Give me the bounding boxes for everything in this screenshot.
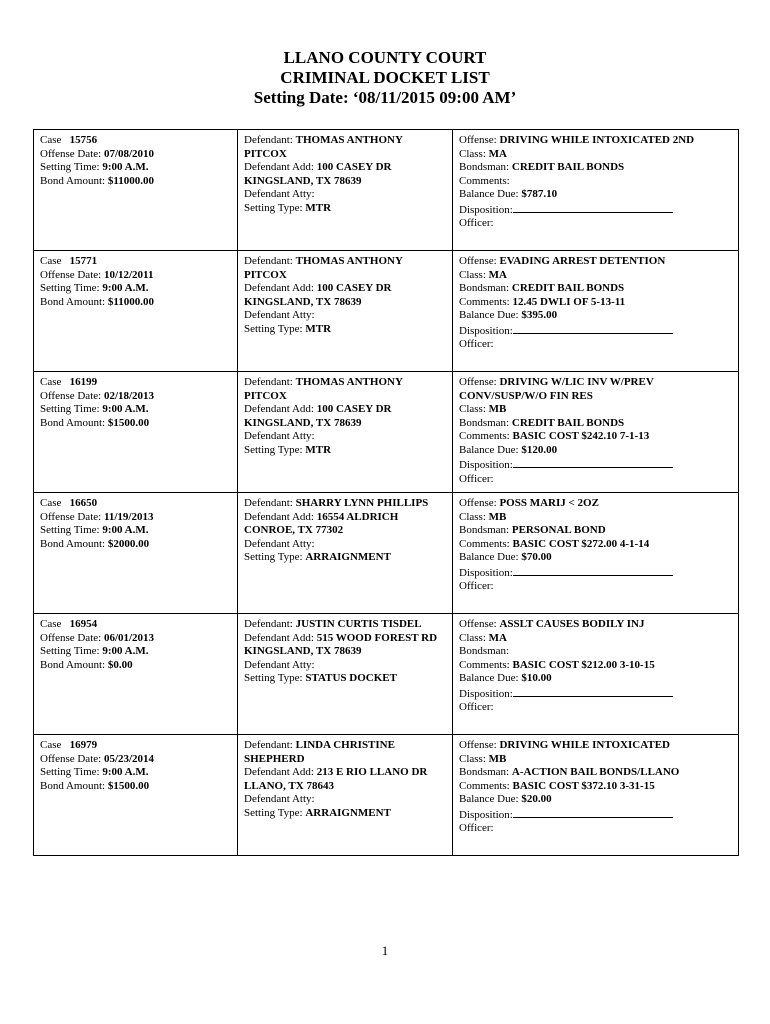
setting-type-label: Setting Type: xyxy=(244,201,303,214)
comments-label: Comments: xyxy=(459,174,510,187)
defendant-name-value: THOMAS ANTHONY PITCOX xyxy=(244,134,403,160)
setting-type-value: ARRAIGNMENT xyxy=(305,806,391,819)
offense-class-label: Class: xyxy=(459,631,486,644)
disposition-label: Disposition: xyxy=(459,459,513,471)
bondsman-label: Bondsman: xyxy=(459,524,510,536)
balance-due-label: Balance Due: xyxy=(459,443,519,456)
case-number-label: Case xyxy=(40,618,62,630)
offense xyxy=(459,134,733,148)
bondsman-value: PERSONAL BOND xyxy=(511,524,606,536)
comments-label: Comments: xyxy=(459,779,510,792)
defendant-address xyxy=(244,511,447,538)
case-number-value: 16979 xyxy=(69,739,98,751)
defendant-atty-label: Defendant Atty: xyxy=(244,188,315,200)
defendant-address xyxy=(244,403,447,430)
docket-row xyxy=(34,251,739,372)
setting-type xyxy=(244,444,447,458)
offense-class-value: MA xyxy=(488,631,507,644)
setting-type xyxy=(244,551,447,565)
case-number-label: Case xyxy=(40,255,62,267)
bond-amount-label: Bond Amount: xyxy=(40,537,106,550)
offense-date-label: Offense Date: xyxy=(40,510,102,523)
offense-date-value: 05/23/2014 xyxy=(103,752,155,765)
bondsman xyxy=(459,645,733,659)
balance-due xyxy=(459,444,733,458)
balance-due-label: Balance Due: xyxy=(459,309,519,321)
defendant-atty-label: Defendant Atty: xyxy=(244,309,315,321)
comments-label: Comments: xyxy=(459,295,510,308)
offense-class-value: MB xyxy=(488,403,507,415)
bondsman xyxy=(459,282,733,296)
bond-amount-value: $0.00 xyxy=(107,658,133,671)
bond-amount-value: $1500.00 xyxy=(107,779,150,792)
defendant-atty xyxy=(244,659,447,673)
offense-date-label: Offense Date: xyxy=(40,752,102,765)
offense-class-label: Class: xyxy=(459,403,486,415)
offense-class-value: MB xyxy=(488,752,507,765)
offense-date xyxy=(40,511,232,525)
offense-cell xyxy=(453,251,739,372)
offense-class xyxy=(459,403,733,417)
offense xyxy=(459,255,733,269)
defendant-name-value: THOMAS ANTHONY PITCOX xyxy=(244,255,403,281)
defendant-address-label: Defendant Add: xyxy=(244,510,314,523)
case-number-label: Case xyxy=(40,739,62,751)
defendant-atty-label: Defendant Atty: xyxy=(244,430,315,442)
offense-class-value: MA xyxy=(488,268,507,281)
comments-value: BASIC COST $242.10 7-1-13 xyxy=(512,430,650,442)
defendant-address-value: 16554 ALDRICH CONROE, TX 77302 xyxy=(244,510,399,536)
officer xyxy=(459,473,733,487)
setting-type-label: Setting Type: xyxy=(244,322,303,335)
docket-table xyxy=(33,129,739,856)
disposition xyxy=(459,565,733,581)
defendant-name-value: JUSTIN CURTIS TISDEL xyxy=(295,618,422,630)
case-number xyxy=(40,497,232,511)
offense-class xyxy=(459,269,733,283)
balance-due-value: $70.00 xyxy=(521,551,552,563)
defendant-address-label: Defendant Add: xyxy=(244,161,314,173)
disposition-blank xyxy=(513,686,673,697)
defendant-address xyxy=(244,161,447,188)
offense-class xyxy=(459,511,733,525)
defendant-cell xyxy=(238,251,453,372)
setting-time xyxy=(40,524,232,538)
comments-label: Comments: xyxy=(459,658,510,671)
offense-date-value: 10/12/2011 xyxy=(103,268,154,281)
defendant-address xyxy=(244,766,447,793)
case-number-value: 16650 xyxy=(69,497,98,509)
officer-label: Officer: xyxy=(459,217,494,229)
balance-due-value: $20.00 xyxy=(521,793,552,805)
setting-time-value: 9:00 A.M. xyxy=(102,766,149,778)
offense-date xyxy=(40,632,232,646)
case-number xyxy=(40,618,232,632)
setting-time xyxy=(40,161,232,175)
setting-time xyxy=(40,403,232,417)
comments-label: Comments: xyxy=(459,537,510,550)
case-info-cell xyxy=(34,614,238,735)
disposition-label: Disposition: xyxy=(459,566,513,579)
offense-cell xyxy=(453,372,739,493)
bond-amount xyxy=(40,175,232,189)
setting-time-label: Setting Time: xyxy=(40,161,100,173)
setting-type-value: MTR xyxy=(305,201,332,214)
defendant-atty xyxy=(244,538,447,552)
page-number: 1 xyxy=(381,943,389,958)
defendant-name-label: Defendant: xyxy=(244,255,293,267)
comments xyxy=(459,538,733,552)
bondsman xyxy=(459,524,733,538)
disposition-label: Disposition: xyxy=(459,203,513,216)
comments xyxy=(459,430,733,444)
defendant-address-value: 100 CASEY DR KINGSLAND, TX 78639 xyxy=(244,403,392,429)
balance-due-value: $395.00 xyxy=(521,309,558,321)
comments xyxy=(459,175,733,189)
offense-class-label: Class: xyxy=(459,752,486,765)
bond-amount-label: Bond Amount: xyxy=(40,658,106,671)
bond-amount xyxy=(40,296,232,310)
setting-type-label: Setting Type: xyxy=(244,551,303,563)
defendant-address xyxy=(244,282,447,309)
setting-time-value: 9:00 A.M. xyxy=(102,403,149,415)
balance-due-label: Balance Due: xyxy=(459,672,519,684)
officer xyxy=(459,580,733,594)
comments xyxy=(459,780,733,794)
setting-time-value: 9:00 A.M. xyxy=(102,161,149,173)
docket-title: CRIMINAL DOCKET LIST xyxy=(280,68,490,87)
defendant-name-value: LINDA CHRISTINE SHEPHERD xyxy=(244,739,395,765)
case-info-cell xyxy=(34,372,238,493)
case-number-label: Case xyxy=(40,134,62,146)
case-info-cell xyxy=(34,493,238,614)
case-number-label: Case xyxy=(40,497,62,509)
offense-cell xyxy=(453,614,739,735)
case-number-value: 16954 xyxy=(69,618,98,630)
bondsman-label: Bondsman: xyxy=(459,416,510,429)
officer xyxy=(459,338,733,352)
setting-type xyxy=(244,672,447,686)
case-number-value: 16199 xyxy=(69,376,98,388)
bond-amount-label: Bond Amount: xyxy=(40,174,106,187)
offense-cell xyxy=(453,493,739,614)
officer xyxy=(459,822,733,836)
bond-amount-label: Bond Amount: xyxy=(40,779,106,792)
setting-time-label: Setting Time: xyxy=(40,403,100,415)
bondsman-value: CREDIT BAIL BONDS xyxy=(511,416,625,429)
defendant-name-label: Defendant: xyxy=(244,739,293,751)
setting-time-value: 9:00 A.M. xyxy=(102,524,149,536)
bondsman-value: A-ACTION BAIL BONDS/LLANO xyxy=(511,766,680,778)
balance-due-label: Balance Due: xyxy=(459,188,519,200)
bondsman xyxy=(459,161,733,175)
offense-label: Offense: xyxy=(459,134,497,146)
defendant-cell xyxy=(238,735,453,856)
offense xyxy=(459,739,733,753)
balance-due xyxy=(459,551,733,565)
setting-time-value: 9:00 A.M. xyxy=(102,282,149,294)
defendant-name xyxy=(244,497,447,511)
disposition-blank xyxy=(513,457,673,468)
defendant-name xyxy=(244,376,447,403)
offense-class-label: Class: xyxy=(459,147,486,160)
comments-value: BASIC COST $272.00 4-1-14 xyxy=(512,537,650,550)
setting-time xyxy=(40,645,232,659)
offense-class xyxy=(459,632,733,646)
defendant-address-label: Defendant Add: xyxy=(244,282,314,294)
balance-due xyxy=(459,188,733,202)
defendant-cell xyxy=(238,493,453,614)
setting-time xyxy=(40,282,232,296)
defendant-atty xyxy=(244,309,447,323)
offense-class-label: Class: xyxy=(459,268,486,281)
setting-type-value: ARRAIGNMENT xyxy=(305,551,391,563)
bond-amount xyxy=(40,417,232,431)
comments xyxy=(459,296,733,310)
disposition-blank xyxy=(513,323,673,334)
setting-type-value: MTR xyxy=(305,443,332,456)
offense-value: EVADING ARREST DETENTION xyxy=(499,255,666,267)
balance-due-value: $120.00 xyxy=(521,443,558,456)
defendant-name-label: Defendant: xyxy=(244,618,293,630)
setting-type-value: STATUS DOCKET xyxy=(305,672,397,684)
setting-date: Setting Date: ‘08/11/2015 09:00 AM’ xyxy=(253,88,517,107)
court-title: LLANO COUNTY COURT xyxy=(283,48,487,67)
disposition xyxy=(459,323,733,339)
disposition xyxy=(459,202,733,218)
bondsman xyxy=(459,417,733,431)
case-number-value: 15771 xyxy=(69,255,98,267)
comments-label: Comments: xyxy=(459,430,510,442)
offense-date-value: 02/18/2013 xyxy=(103,389,155,402)
setting-type-label: Setting Type: xyxy=(244,672,303,684)
case-info-cell xyxy=(34,735,238,856)
offense-label: Offense: xyxy=(459,618,497,630)
offense-cell xyxy=(453,130,739,251)
case-number-value: 15756 xyxy=(69,134,98,146)
officer-label: Officer: xyxy=(459,822,494,834)
docket-row xyxy=(34,372,739,493)
defendant-address-value: 100 CASEY DR KINGSLAND, TX 78639 xyxy=(244,282,392,308)
defendant-cell xyxy=(238,372,453,493)
defendant-atty-label: Defendant Atty: xyxy=(244,537,315,550)
disposition-blank xyxy=(513,202,673,213)
setting-time-label: Setting Time: xyxy=(40,645,100,657)
defendant-name-value: THOMAS ANTHONY PITCOX xyxy=(244,376,403,402)
setting-time-label: Setting Time: xyxy=(40,282,100,294)
bond-amount-value: $11000.00 xyxy=(107,174,154,187)
defendant-name-label: Defendant: xyxy=(244,497,293,509)
disposition xyxy=(459,457,733,473)
defendant-address-value: 100 CASEY DR KINGSLAND, TX 78639 xyxy=(244,161,392,187)
docket-body xyxy=(34,130,739,856)
setting-type-value: MTR xyxy=(305,322,332,335)
docket-row xyxy=(34,130,739,251)
case-number xyxy=(40,255,232,269)
balance-due-label: Balance Due: xyxy=(459,793,519,805)
officer xyxy=(459,701,733,715)
case-number-label: Case xyxy=(40,376,62,388)
defendant-atty xyxy=(244,188,447,202)
offense xyxy=(459,376,733,403)
bondsman-label: Bondsman: xyxy=(459,282,510,294)
setting-type xyxy=(244,807,447,821)
bondsman-value: CREDIT BAIL BONDS xyxy=(511,282,625,294)
defendant-name xyxy=(244,255,447,282)
disposition-label: Disposition: xyxy=(459,324,513,337)
comments-value: BASIC COST $372.10 3-31-15 xyxy=(512,779,655,792)
setting-time-label: Setting Time: xyxy=(40,766,100,778)
defendant-address-value: 213 E RIO LLANO DR LLANO, TX 78643 xyxy=(244,766,428,792)
defendant-address-label: Defendant Add: xyxy=(244,403,314,415)
docket-row xyxy=(34,614,739,735)
defendant-name xyxy=(244,739,447,766)
bond-amount xyxy=(40,538,232,552)
comments-value: 12.45 DWLI OF 5-13-11 xyxy=(512,295,626,308)
officer xyxy=(459,217,733,231)
offense-value: ASSLT CAUSES BODILY INJ xyxy=(499,618,645,630)
setting-time xyxy=(40,766,232,780)
disposition-blank xyxy=(513,565,673,576)
defendant-atty-label: Defendant Atty: xyxy=(244,793,315,805)
comments-value: BASIC COST $212.00 3-10-15 xyxy=(512,658,655,671)
defendant-cell xyxy=(238,614,453,735)
offense-value: DRIVING W/LIC INV W/PREV CONV/SUSP/W/O FIN RES xyxy=(459,376,654,402)
bond-amount xyxy=(40,780,232,794)
docket-row xyxy=(34,493,739,614)
offense xyxy=(459,497,733,511)
balance-due-value: $787.10 xyxy=(521,188,558,200)
setting-time-label: Setting Time: xyxy=(40,524,100,536)
offense-date-label: Offense Date: xyxy=(40,389,102,402)
case-number xyxy=(40,739,232,753)
case-number xyxy=(40,376,232,390)
disposition-blank xyxy=(513,807,673,818)
bondsman-label: Bondsman: xyxy=(459,766,510,778)
bondsman-value: CREDIT BAIL BONDS xyxy=(511,161,625,173)
bond-amount-value: $1500.00 xyxy=(107,416,150,429)
setting-type-label: Setting Type: xyxy=(244,806,303,819)
offense-class-value: MA xyxy=(488,147,507,160)
bondsman-label: Bondsman: xyxy=(459,161,510,173)
offense-class-value: MB xyxy=(488,510,507,523)
disposition xyxy=(459,686,733,702)
defendant-address-label: Defendant Add: xyxy=(244,766,314,778)
offense-class xyxy=(459,148,733,162)
defendant-atty xyxy=(244,793,447,807)
bondsman-label: Bondsman: xyxy=(459,645,510,657)
offense-date-value: 06/01/2013 xyxy=(103,631,155,644)
offense-date-value: 07/08/2010 xyxy=(103,147,155,160)
offense-class-label: Class: xyxy=(459,510,486,523)
balance-due xyxy=(459,309,733,323)
disposition-label: Disposition: xyxy=(459,808,513,821)
offense-label: Offense: xyxy=(459,497,497,509)
offense-date xyxy=(40,753,232,767)
offense-date xyxy=(40,269,232,283)
setting-type xyxy=(244,323,447,337)
comments xyxy=(459,659,733,673)
offense-label: Offense: xyxy=(459,255,497,267)
offense-date-label: Offense Date: xyxy=(40,147,102,160)
bond-amount-label: Bond Amount: xyxy=(40,416,106,429)
defendant-address-value: 515 WOOD FOREST RD KINGSLAND, TX 78639 xyxy=(244,631,438,657)
setting-time-value: 9:00 A.M. xyxy=(102,645,149,657)
officer-label: Officer: xyxy=(459,472,494,485)
defendant-cell xyxy=(238,130,453,251)
setting-type xyxy=(244,202,447,216)
officer-label: Officer: xyxy=(459,701,494,713)
offense-date-value: 11/19/2013 xyxy=(103,510,154,523)
offense-label: Offense: xyxy=(459,739,497,751)
docket-header xyxy=(0,48,770,108)
offense-value: POSS MARIJ < 2OZ xyxy=(499,497,599,509)
offense-date xyxy=(40,148,232,162)
disposition xyxy=(459,807,733,823)
offense-value: DRIVING WHILE INTOXICATED 2ND xyxy=(499,134,695,146)
defendant-name-label: Defendant: xyxy=(244,376,293,388)
balance-due xyxy=(459,793,733,807)
case-number xyxy=(40,134,232,148)
setting-type-label: Setting Type: xyxy=(244,443,303,456)
defendant-address xyxy=(244,632,447,659)
bond-amount-label: Bond Amount: xyxy=(40,295,106,308)
offense-date xyxy=(40,390,232,404)
offense-label: Offense: xyxy=(459,376,497,388)
bond-amount xyxy=(40,659,232,673)
offense xyxy=(459,618,733,632)
defendant-name-label: Defendant: xyxy=(244,134,293,146)
offense-date-label: Offense Date: xyxy=(40,268,102,281)
officer-label: Officer: xyxy=(459,580,494,592)
offense-class xyxy=(459,753,733,767)
offense-date-label: Offense Date: xyxy=(40,631,102,644)
defendant-atty-label: Defendant Atty: xyxy=(244,658,315,671)
bond-amount-value: $2000.00 xyxy=(107,537,150,550)
offense-cell xyxy=(453,735,739,856)
offense-value: DRIVING WHILE INTOXICATED xyxy=(499,739,670,751)
defendant-name-value: SHARRY LYNN PHILLIPS xyxy=(295,497,429,509)
defendant-address-label: Defendant Add: xyxy=(244,631,314,644)
bondsman xyxy=(459,766,733,780)
defendant-name xyxy=(244,134,447,161)
balance-due-label: Balance Due: xyxy=(459,551,519,563)
balance-due-value: $10.00 xyxy=(521,672,552,684)
defendant-name xyxy=(244,618,447,632)
officer-label: Officer: xyxy=(459,338,494,350)
case-info-cell xyxy=(34,251,238,372)
case-info-cell xyxy=(34,130,238,251)
docket-row xyxy=(34,735,739,856)
disposition-label: Disposition: xyxy=(459,687,513,700)
balance-due xyxy=(459,672,733,686)
bond-amount-value: $11000.00 xyxy=(107,295,154,308)
defendant-atty xyxy=(244,430,447,444)
